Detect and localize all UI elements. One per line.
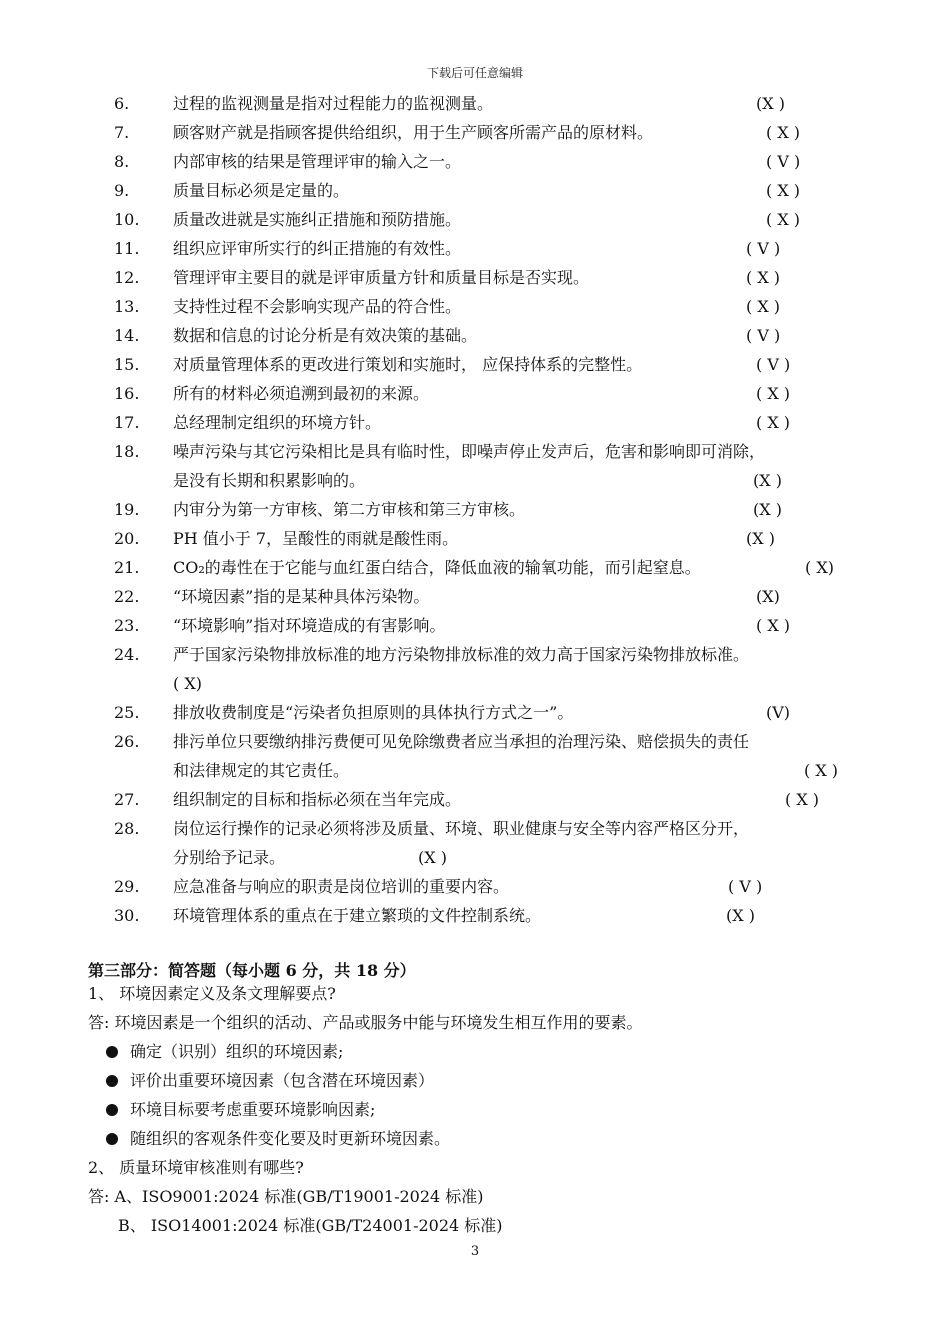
question-text: 质量改进就是实施纠正措施和预防措施。 xyxy=(173,210,462,229)
question-item xyxy=(0,351,950,379)
question-answer: (X ) xyxy=(753,471,782,490)
question-number: 11. xyxy=(114,239,140,258)
question-number: 19. xyxy=(114,500,140,519)
question-text: 排放收费制度是“污染者负担原则的具体执行方式之一”。 xyxy=(173,703,574,722)
question-item-continuation xyxy=(0,467,950,495)
question-answer: ( X) xyxy=(173,674,202,693)
question-text: 组织应评审所实行的纠正措施的有效性。 xyxy=(173,239,462,258)
question-item xyxy=(0,612,950,640)
question-text: 质量目标必须是定量的。 xyxy=(173,181,350,200)
question-number: 30. xyxy=(114,906,140,925)
question-answer: ( X ) xyxy=(756,413,791,432)
question-item-continuation xyxy=(0,670,950,698)
question-item xyxy=(0,525,950,553)
question-text: 过程的监视测量是指对过程能力的监视测量。 xyxy=(173,94,494,113)
question-number: 25. xyxy=(114,703,140,722)
question-text: 对质量管理体系的更改进行策划和实施时， 应保持体系的完整性。 xyxy=(173,355,643,374)
question-answer: ( V ) xyxy=(756,355,791,374)
question-number: 24. xyxy=(114,645,140,664)
question-answer: (X ) xyxy=(753,500,782,519)
bullet-text: 确定（识别）组织的环境因素; xyxy=(130,1042,344,1061)
question-number: 12. xyxy=(114,268,140,287)
question-answer: ( X ) xyxy=(766,181,801,200)
question-number: 13. xyxy=(114,297,140,316)
question-text: 所有的材料必须追溯到最初的来源。 xyxy=(173,384,430,403)
page-number: 3 xyxy=(470,1244,480,1259)
question-item xyxy=(0,206,950,234)
question-answer: (X ) xyxy=(726,906,755,925)
question-text: 总经理制定组织的环境方针。 xyxy=(173,413,382,432)
question-item xyxy=(0,902,950,930)
question-item xyxy=(0,815,950,843)
question-answer: ( X ) xyxy=(785,790,820,809)
question-number: 16. xyxy=(114,384,140,403)
question-text-line2: 和法律规定的其它责任。 xyxy=(173,761,350,780)
question-answer: ( V ) xyxy=(746,326,781,345)
answer-2-b: B、 ISO14001:2024 标准(GB/T24001-2024 标准) xyxy=(118,1216,503,1235)
question-item xyxy=(0,873,950,901)
question-item xyxy=(0,786,950,814)
question-text: 应急准备与响应的职责是岗位培训的重要内容。 xyxy=(173,877,510,896)
question-text: 严于国家污染物排放标准的地方污染物排放标准的效力高于国家污染物排放标准。 xyxy=(173,645,750,664)
question-number: 9. xyxy=(114,181,130,200)
bullet-icon xyxy=(106,1046,118,1058)
question-answer: (X ) xyxy=(746,529,775,548)
page-header-note: 下载后可任意编辑 xyxy=(426,66,523,80)
question-text: 环境管理体系的重点在于建立繁琐的文件控制系统。 xyxy=(173,906,542,925)
question-answer: ( X) xyxy=(805,558,834,577)
question-text: 内部审核的结果是管理评审的输入之一。 xyxy=(173,152,462,171)
question-text: “环境影响”指对环境造成的有害影响。 xyxy=(173,616,446,635)
question-number: 29. xyxy=(114,877,140,896)
bullet-item xyxy=(106,1038,343,1066)
question-item xyxy=(0,409,950,437)
question-item xyxy=(0,380,950,408)
question-text: “环境因素”指的是某种具体污染物。 xyxy=(173,587,430,606)
question-item xyxy=(0,322,950,350)
question-answer: ( X ) xyxy=(756,616,791,635)
question-item xyxy=(0,641,950,669)
question-text-line2: 是没有长期和积累影响的。 xyxy=(173,471,366,490)
question-answer: ( V ) xyxy=(746,239,781,258)
section-title: 第三部分：简答题（每小题 6 分，共 18 分） xyxy=(88,961,416,980)
question-answer: ( X ) xyxy=(746,297,781,316)
question-item xyxy=(0,293,950,321)
question-answer: ( V ) xyxy=(766,152,801,171)
question-answer: ( X ) xyxy=(756,384,791,403)
question-answer: (X ) xyxy=(418,848,447,867)
bullet-text: 环境目标要考虑重要环境影响因素; xyxy=(130,1100,376,1119)
question-1: 1、 环境因素定义及条文理解要点? xyxy=(88,984,336,1003)
answer-2-a: 答: A、ISO9001:2024 标准(GB/T19001-2024 标准) xyxy=(88,1187,484,1206)
bullet-icon xyxy=(106,1104,118,1116)
question-text: PH 值小于 7，呈酸性的雨就是酸性雨。 xyxy=(173,529,459,548)
question-item xyxy=(0,554,950,582)
question-answer: (V) xyxy=(766,703,791,722)
question-text: CO₂的毒性在于它能与血红蛋白结合，降低血液的输氧功能，而引起窒息。 xyxy=(173,558,701,577)
question-item xyxy=(0,583,950,611)
question-text: 数据和信息的讨论分析是有效决策的基础。 xyxy=(173,326,478,345)
question-number: 28. xyxy=(114,819,140,838)
question-number: 17. xyxy=(114,413,140,432)
question-text: 顾客财产就是指顾客提供给组织，用于生产顾客所需产品的原材料。 xyxy=(173,123,654,142)
question-number: 14. xyxy=(114,326,140,345)
question-text: 噪声污染与其它污染相比是具有临时性，即噪声停止发声后，危害和影响即可消除， xyxy=(173,442,766,461)
bullet-text: 评价出重要环境因素（包含潜在环境因素） xyxy=(130,1071,435,1090)
bullet-item xyxy=(106,1096,375,1124)
question-number: 20. xyxy=(114,529,140,548)
question-answer: (X) xyxy=(756,587,780,606)
question-item xyxy=(0,148,950,176)
question-text: 排污单位只要缴纳排污费便可见免除缴费者应当承担的治理污染、赔偿损失的责任 xyxy=(173,732,750,751)
question-answer: ( X ) xyxy=(766,210,801,229)
question-item xyxy=(0,496,950,524)
question-text: 组织制定的目标和指标必须在当年完成。 xyxy=(173,790,462,809)
question-item xyxy=(0,728,950,756)
question-answer: ( V ) xyxy=(728,877,763,896)
question-item xyxy=(0,438,950,466)
question-item xyxy=(0,235,950,263)
question-item xyxy=(0,119,950,147)
bullet-item xyxy=(106,1067,434,1095)
question-number: 18. xyxy=(114,442,140,461)
question-text: 岗位运行操作的记录必须将涉及质量、环境、职业健康与安全等内容严格区分开， xyxy=(173,819,750,838)
question-number: 23. xyxy=(114,616,140,635)
bullet-icon xyxy=(106,1075,118,1087)
question-item xyxy=(0,264,950,292)
bullet-icon xyxy=(106,1133,118,1145)
question-number: 21. xyxy=(114,558,140,577)
bullet-item xyxy=(106,1125,450,1153)
question-number: 26. xyxy=(114,732,140,751)
question-answer: ( X ) xyxy=(804,761,839,780)
answer-1: 答: 环境因素是一个组织的活动、产品或服务中能与环境发生相互作用的要素。 xyxy=(88,1013,643,1032)
question-number: 15. xyxy=(114,355,140,374)
question-number: 22. xyxy=(114,587,140,606)
question-text-line2: 分别给予记录。 xyxy=(173,848,286,867)
question-number: 6. xyxy=(114,94,130,113)
question-answer: ( X ) xyxy=(766,123,801,142)
question-item-continuation xyxy=(0,757,950,785)
question-number: 27. xyxy=(114,790,140,809)
question-item xyxy=(0,90,950,118)
question-text: 内审分为第一方审核、第二方审核和第三方审核。 xyxy=(173,500,526,519)
question-text: 支持性过程不会影响实现产品的符合性。 xyxy=(173,297,462,316)
question-number: 8. xyxy=(114,152,130,171)
question-text: 管理评审主要目的就是评审质量方针和质量目标是否实现。 xyxy=(173,268,590,287)
question-number: 10. xyxy=(114,210,140,229)
bullet-text: 随组织的客观条件变化要及时更新环境因素。 xyxy=(130,1129,451,1148)
question-number: 7. xyxy=(114,123,130,142)
question-answer: (X ) xyxy=(756,94,785,113)
question-item xyxy=(0,699,950,727)
question-item-continuation xyxy=(0,844,950,872)
question-2: 2、 质量环境审核准则有哪些? xyxy=(88,1158,304,1177)
question-item xyxy=(0,177,950,205)
question-answer: ( X ) xyxy=(746,268,781,287)
